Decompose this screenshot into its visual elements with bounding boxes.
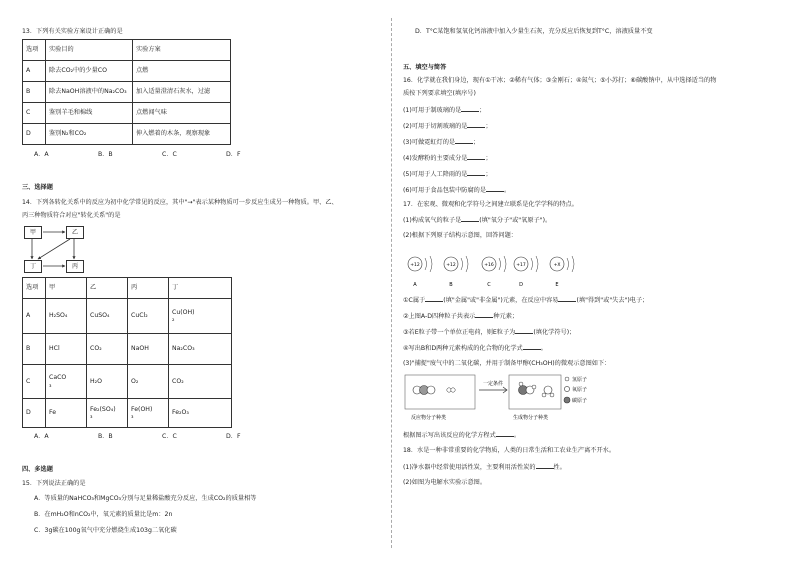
table-cell: D: [23, 399, 46, 428]
q13-table: [22, 39, 231, 145]
item-text: (4)发酵粉的主要成分是: [403, 155, 468, 162]
part-text: (1)构成氧气的粒子是: [403, 217, 462, 224]
table-cell: CO₂: [169, 365, 232, 399]
co2-molecule: [413, 386, 435, 395]
q13-header: 实验方案: [133, 40, 231, 61]
q17-part2: (2)根据下列原子结构示意图，回答问题：: [403, 232, 517, 239]
atom-label: A: [413, 282, 417, 288]
option[interactable]: D．F: [226, 151, 241, 158]
answer-blank[interactable]: [475, 312, 493, 318]
item-text: (1)可用于制玻璃的是: [403, 107, 462, 114]
part-text: (1)净水器中经常使用活性炭，主要利用活性炭的: [403, 464, 536, 471]
q13-options: [34, 151, 290, 158]
q16-item: (6)可用于食品包装中防腐的是 。: [403, 187, 511, 194]
answer-blank[interactable]: [455, 138, 473, 144]
section-title: 五、填空与简答: [403, 64, 447, 71]
section-title: 三、选择题: [22, 184, 53, 191]
option[interactable]: B．B: [98, 151, 113, 158]
reactant-label: 反应物分子种类: [411, 415, 447, 421]
column-divider: [391, 18, 392, 548]
cell-line: ₂: [172, 316, 175, 323]
q17-equation: [403, 431, 520, 439]
table-cell: B: [23, 334, 46, 365]
nucleus-label: +X: [553, 263, 561, 268]
nucleus-label: +17: [516, 263, 526, 268]
q15-option-d[interactable]: D．T°C某饱和氢氧化钙溶液中加入少量生石灰，充分反应后恢复到T°C，溶液质量不变: [415, 28, 653, 35]
atom-label: B: [449, 282, 453, 288]
table-cell: O₂: [128, 365, 169, 399]
q14-stem-cont: 丙三种物质符合对应"转化关系"的是: [22, 212, 121, 219]
table-cell: 除去NaOH溶液中的Na₂CO₃: [46, 82, 133, 103]
table-cell: C: [23, 365, 46, 399]
cell-line: ₃: [49, 381, 52, 389]
option[interactable]: C．C: [162, 151, 177, 158]
table-cell: [169, 299, 232, 334]
option[interactable]: C．C: [162, 433, 177, 440]
table-cell: H₂SO₄: [46, 299, 87, 334]
table-cell: NaOH: [128, 334, 169, 365]
part-text: (填化学符号)；: [533, 329, 576, 336]
table-cell: [128, 399, 169, 428]
q18-part1: [403, 463, 566, 471]
table-cell: 鉴别N₂和CO₂: [46, 124, 133, 145]
answer-blank[interactable]: [536, 463, 554, 469]
q16-item: (1)可用于制玻璃的是 ；: [403, 107, 486, 114]
q14-options: [34, 433, 290, 440]
q14-header: 丙: [128, 278, 169, 299]
hydrogen-legend-icon: [565, 377, 569, 381]
q16-stem: 16．化学就在我们身边，现有①干冰；②稀有气体；③金刚石；④氮气；⑤小苏打；⑥碳酸钠中，从中选择适当的物: [403, 77, 717, 84]
atom-label: C: [487, 282, 491, 288]
q13-header: 选项: [23, 40, 46, 61]
part-text: ①C属于: [403, 297, 426, 304]
oxygen-legend-icon: [564, 386, 569, 391]
table-cell: [87, 399, 128, 428]
answer-blank[interactable]: [461, 216, 479, 222]
atom-structure-diagrams: [403, 250, 593, 290]
part-text: ③若E粒子带一个单位正电荷，则E粒子为: [403, 329, 516, 336]
q14-header: 选项: [23, 278, 46, 299]
node-ding: 丁: [24, 260, 42, 273]
nucleus-label: +12: [410, 263, 420, 268]
legend: [564, 376, 587, 404]
item-text: (2)可用于切割玻璃的是: [403, 123, 468, 130]
nucleus-label: +12: [446, 263, 456, 268]
h2o-molecule: [542, 386, 554, 397]
item-text: (3)可做霓虹灯的是: [403, 139, 456, 146]
answer-blank[interactable]: [467, 122, 485, 128]
reaction-diagram: [403, 373, 593, 425]
q13-stem: 13．下列有关实验方案设计正确的是: [22, 28, 123, 35]
q18-stem: 18．水是一种非常重要的化学物质，人类的日常生活和工农业生产离不开水。: [403, 447, 616, 454]
answer-blank[interactable]: [558, 296, 576, 302]
option[interactable]: A．A: [34, 433, 49, 440]
part-text: 种元素；: [493, 313, 519, 320]
atom-a: [408, 256, 432, 288]
cell-line: Fe(OH): [131, 405, 153, 413]
q18-part2: (2)如图为电解水实验示意图。: [403, 479, 487, 486]
q17-c3: [403, 328, 575, 336]
part-text: (填"得到"或"失去")电子；: [576, 297, 649, 304]
atom-b: [444, 256, 468, 288]
option[interactable]: A．A: [34, 151, 49, 158]
part-text: ④写出B和D两种元素构成的化合物的化学式: [403, 345, 523, 352]
q15-option-c[interactable]: C．3g碳在100g氧气中充分燃烧生成103g二氧化碳: [34, 527, 177, 534]
ch3oh-molecule: [519, 382, 537, 395]
q14-stem: 14．下列各转化关系中的反应为初中化学常见的反应，其中"→"表示某种物质可一步反应生成另一种物质。甲、乙、: [22, 199, 338, 206]
q13-header: 实验目的: [46, 40, 133, 61]
node-bing: 丙: [66, 260, 84, 273]
atom-e: [550, 256, 574, 288]
node-jia: 甲: [24, 226, 42, 239]
atom-label: E: [555, 282, 559, 288]
table-cell: 加入适量澄清石灰水，过滤: [133, 82, 231, 103]
q16-stem-cont: 质按下列要求填空(填序号): [403, 90, 476, 97]
table-cell: HCl: [46, 334, 87, 365]
table-cell: Na₂CO₃: [169, 334, 232, 365]
table-cell: 伸入燃着的木条，观察现象: [133, 124, 231, 145]
answer-blank[interactable]: [467, 154, 485, 160]
product-box: [509, 375, 561, 409]
q14-table: [22, 277, 232, 428]
table-cell: B: [23, 82, 46, 103]
item-text: (6)可用于食品包装中防腐的是: [403, 187, 487, 194]
legend-label: 氧原子: [572, 387, 588, 393]
diagram-arrows: [22, 224, 92, 276]
q17-c2: [403, 312, 518, 320]
cell-line: Fe₂(SO₄): [90, 405, 116, 413]
table-cell: A: [23, 299, 46, 334]
q17-c4: [403, 344, 547, 352]
answer-blank[interactable]: [467, 170, 485, 176]
part-text: (填"氧分子"或"氧原子")。: [479, 217, 552, 224]
node-yi: 乙: [66, 226, 84, 239]
condition-label: 一定条件: [482, 381, 504, 387]
conversion-diagram: [22, 224, 92, 276]
table-cell: C: [23, 103, 46, 124]
part-text: ②上图A-D四种粒子共表示: [403, 313, 476, 320]
nucleus-label: +16: [484, 263, 494, 268]
cell-line: ₃: [90, 413, 93, 420]
product-label: 生成物分子种类: [513, 415, 549, 421]
q16-item: (4)发酵粉的主要成分是 ；: [403, 155, 492, 162]
table-cell: D: [23, 124, 46, 145]
option[interactable]: D．F: [226, 433, 241, 440]
answer-blank[interactable]: [496, 431, 514, 437]
table-cell: CuSO₄: [87, 299, 128, 334]
answer-blank[interactable]: [515, 328, 533, 334]
table-cell: 鉴别羊毛和棉线: [46, 103, 133, 124]
h2-molecule: [447, 388, 455, 392]
part-text: (填"金属"或"非金属")元素，在反应中容易: [443, 297, 559, 304]
part-text: 。: [513, 432, 520, 439]
q16-item: (5)可用于人工降雨的是 ；: [403, 171, 492, 178]
q16-item: (3)可做霓虹灯的是 ；: [403, 139, 480, 146]
q14-header: 乙: [87, 278, 128, 299]
atom-d: [514, 256, 538, 288]
part-text: 根据图示写出该反应的化学方程式: [403, 432, 496, 439]
table-cell: H₂O: [87, 365, 128, 399]
answer-blank[interactable]: [461, 106, 479, 112]
part-text: 性。: [553, 464, 566, 471]
q15-option-b[interactable]: B．在mH₂O和nCO₂中，氧元素的质量比是m：2n: [34, 511, 173, 518]
legend-label: 碳原子: [572, 398, 588, 404]
q16-item: (2)可用于切割玻璃的是 ；: [403, 123, 492, 130]
table-cell: 除去CO₂中的少量CO: [46, 61, 133, 82]
item-text: (5)可用于人工降雨的是: [403, 171, 468, 178]
atom-c: [482, 256, 506, 288]
atom-label: D: [519, 282, 523, 288]
table-cell: 点燃闻气味: [133, 103, 231, 124]
answer-blank[interactable]: [486, 186, 504, 192]
table-cell: Fe₂O₃: [169, 399, 232, 428]
section-title: 四、多选题: [22, 466, 53, 473]
q15-option-a[interactable]: A．等质量的NaHCO₃和MgCO₃分别与足量稀盐酸充分反应，生成CO₂的质量相等: [34, 495, 257, 502]
table-cell: CO₂: [87, 334, 128, 365]
table-cell: Fe: [46, 399, 87, 428]
table-cell: A: [23, 61, 46, 82]
q17-part3: (3)"捕捉"废气中的二氧化碳，并用于制备甲醇(CH₃OH)的微观示意图如下：: [403, 360, 611, 367]
table-cell: CuCl₂: [128, 299, 169, 334]
q14-header: 甲: [46, 278, 87, 299]
table-cell: [46, 365, 87, 399]
option[interactable]: B．B: [98, 433, 113, 440]
part-text: 。: [540, 345, 547, 352]
q14-header: 丁: [169, 278, 232, 299]
table-cell: 点燃: [133, 61, 231, 82]
cell-line: Cu(OH): [172, 308, 195, 316]
answer-blank[interactable]: [425, 296, 443, 302]
cell-line: ₃: [131, 413, 134, 420]
q17-c1: [403, 296, 648, 304]
carbon-legend-icon: [564, 397, 570, 403]
q15-stem: 15．下列说法正确的是: [22, 480, 86, 487]
answer-blank[interactable]: [523, 344, 541, 350]
legend-label: 氢原子: [572, 377, 588, 383]
q17-stem: 17．在宏观、微观和化学符号之间建立联系是化学学科的特点。: [403, 201, 578, 208]
q17-part1: [403, 216, 551, 224]
cell-line: CaCO: [49, 374, 67, 382]
